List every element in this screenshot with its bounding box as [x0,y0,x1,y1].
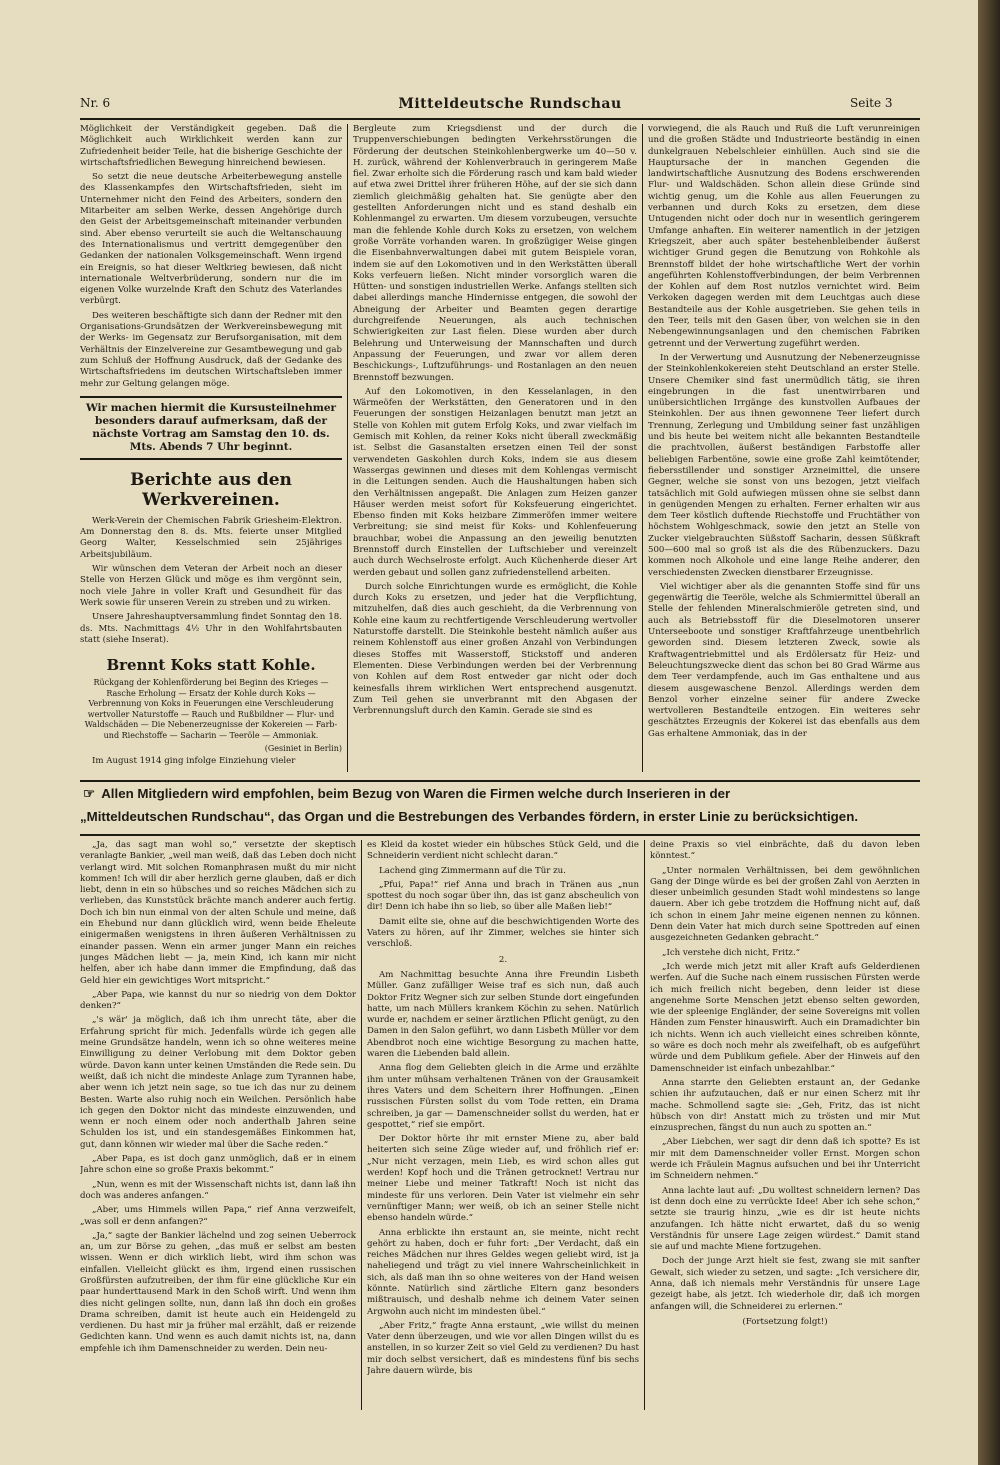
paragraph: Im August 1914 ging infolge Einziehung vieler [92,756,296,767]
paragraph: deine Praxis so viel einbrächte, daß du davon leben könntest.“ [650,840,920,862]
member-banner [80,780,920,836]
paragraph: „Ja, das sagt man wohl so,“ versetzte der skeptisch veranlagte Bankier, „weil man weiß, daß das Leben doch nicht verlangt wird. Mit solchen Romanphrasen mußt du mir nicht kommen! Ich will dir aber herzlich gerne glauben, daß er dich liebt, denn in ein so hübsches und so reiches Mädchen sich zu verlieben, das Kunststück brächte manch anderer auch fertig. Doch ich bin nun einmal von der alten Schule und meine, daß ein Ehebund nur dann glücklich wird, wenn beide Eheleute einigermaßen wenigstens in ihren äußeren Verhältnissen zu einander passen. Wenn ein armer junger Mann ein reiches junges Mädchen liebt — ja, mein Kind, ich kann mir nicht helfen, aber ich habe dann immer die Empfindung, daß das Geld hier ein gewichtiges Wort mitspricht.“ [80,840,356,986]
paragraph: Unsere Jahreshauptversammlung findet Sonntag den 18. ds. Mts. Nachmittags 4½ Uhr in den Wohlfahrtsbauten statt (siehe Inserat). [80,612,342,645]
paragraph: So setzt die neue deutsche Arbeiterbewegung anstelle des Klassenkampfes den Wirtschaftsfrieden, sieht im Unternehmer nicht den Feind des Arbeiters, sondern den Mitarbeiter am selben Werke, dessen Angehörige durch den Geist der Arbeitsgemeinschaft miteinander verbunden sind. Aber ebenso verurteilt sie auch die Weltanschauung des Internationalismus und vertritt demgegenüber den Gedanken der nationalen Volksgemeinschaft. Wenn irgend ein Ereignis, so hat dieser Weltkrieg bewiesen, daß nicht internationale Weltverbrüderung, sondern nur die im eigenen Volke wurzelnde Kraft den Schutz des Vaterlandes verbürgt. [80,172,342,307]
banner-line-2: „Mitteldeutschen Rundschau“, das Organ und die Bestrebungen des Verbandes fördern, in erster Linie zu berücksichtigen. [80,809,859,824]
paragraph: Werk-Verein der Chemischen Fabrik Griesheim-Elektron. Am Donnerstag den 8. ds. Mts. feierte unser Mitglied Georg Walter, Kesselschmied sein 25jähriges Arbeitsjubiläum. [80,515,342,560]
paragraph: „Ja,“ sagte der Bankier lächelnd und zog seinen Ueberrock an, um zur Börse zu gehen, „das muß er selbst am besten wissen. Wenn er dich wirklich liebt, wird ihm schon was einfallen. Vielleicht glückt es ihm, irgend einen russischen Großfürsten aufzutreiben, der ihm für eine glückliche Kur ein paar hunderttausend Mark in den Schoß wirft. Und wenn ihm dies nicht gelingen sollte, nun, dann laß ihn doch ein großes Drama schreiben, damit ist heute auch ein Heidengeld zu verdienen. Du hast mir ja früher mal erzählt, daß er reizende Gedichten kann. Und wenn es auch damit nichts ist, na, dann empfehle ich ihm Damenschneider zu werden. Dein neu- [80,1230,356,1354]
paragraph: Der Doktor hörte ihr mit ernster Miene zu, aber bald heiterten sich seine Züge wieder auf, und fröhlich rief er: „Nur nicht verzagen, mein Lieb, es wird schon alles gut werden! Kopf hoch und die Tränen getrocknet! Vertrau nur meiner Liebe und meiner Tatkraft! Noch ist nicht das mindeste für uns verloren. Dein Vater ist vielmehr ein sehr vernünftiger Mann; wer weiß, ob ich an seiner Stelle nicht ebenso handeln würde.“ [367,1134,639,1224]
book-binding-edge [978,0,1000,1465]
bottom-column-1 [80,840,356,1410]
paragraph: Damit eilte sie, ohne auf die beschwichtigenden Worte des Vaters zu hören, auf ihr Zimmer, welches sie hinter sich verschloß. [367,916,639,950]
page-number: Seite 3 [850,96,893,110]
top-column-3 [648,124,920,772]
paragraph: Möglichkeit der Verständigkeit gegeben. Daß die Möglichkeit auch Wirklichkeit werden kann zur Zufriedenheit beider Teile, hat die bisherige Geschichte der wirtschaftsfriedlichen Bewegung hinreichend bewiesen. [80,124,342,168]
paragraph: „Nun, wenn es mit der Wissenschaft nichts ist, dann laß ihn doch was anderes anfangen.“ [80,1179,356,1201]
paragraph: Durch solche Einrichtungen wurde es ermöglicht, die Kohle durch Koks zu ersetzen, und jeder hat die Verpflichtung, mitzuhelfen, daß dies auch geschieht, da die Verbrennung von Kohle eine kaum zu rechtfertigende Verschleuderung wertvoller Naturstoffe darstellt. Die Steinkohle besteht nämlich außer aus reinem Kohlenstoff aus einer großen Anzahl von Verbindungen dieses Stoffes mit Wasserstoff, Stickstoff und anderen Elementen. Diese Verbindungen werden bei der Verbrennung von Kohlen auf dem Rost entweder gar nicht oder doch keinesfalls ihrem wirklichen Wert entsprechend ausgenutzt. Zum Teil gehen sie unverbrannt mit den Abgasen der Verbrennungsluft durch den Kamin. Gerade sie sind es [353,581,637,717]
column-divider [642,124,643,772]
masthead-title: Mitteldeutsche Rundschau [398,96,622,112]
column-divider [361,840,362,1410]
chapter-number: 2. [498,954,508,965]
top-column-2 [353,124,637,772]
column-divider [644,840,645,1410]
paragraph: Des weiteren beschäftigte sich dann der Redner mit den Organisations-Grundsätzen der Werkvereinsbewegung mit der Werks- im Gegensatz zur Berufsorganisation, mit dem Verhältnis der Einzelvereine zur Gesamtbewegung und gab zum Schluß der Hoffnung Ausdruck, daß der Gedanke des Wirtschaftsfriedens im deutschen Wirtschaftsleben immer mehr zur Geltung gelangen möge. [80,310,342,389]
paragraph: Anna erblickte ihn erstaunt an, sie meinte, nicht recht gehört zu haben, doch er fuhr fort: „Der Verdacht, daß ein reiches Mädchen nur ihres Geldes wegen geliebt wird, ist ja naheliegend und trägt zu viel innere Wahrscheinlichkeit in sich, als daß man ihn so ohne weiteres von der Hand weisen könnte. Natürlich sind zärtliche Eltern ganz besonders mißtrauisch, und deshalb nehme ich deinem Vater seinen Argwohn auch nicht im mindesten übel.“ [367,1227,639,1317]
paragraph: Doch der junge Arzt hielt sie fest, zwang sie mit sanfter Gewalt, sich wieder zu setzen, und sagte: „Ich versichere dir, Anna, daß ich niemals mehr Verständnis für unsere Lage gezeigt habe, als jetzt. Ich wiederhole dir, daß ich morgen anfangen will, die Schneiderei zu erlernen.“ [650,1256,920,1312]
paragraph: Am Nachmittag besuchte Anna ihre Freundin Lisbeth Müller. Ganz zufälliger Weise traf es sich nun, daß auch Doktor Fritz Wegner sich zur selben Stunde dort eingefunden hatte, um nach Müllers krankem Köchin zu sehen. Natürlich wurde er, nachdem er seiner ärztlichen Pflicht genügt, zu den Damen in den Salon geführt, wo dann Lisbeth Müller vor dem Abendbrot noch eine wichtige Besorgung zu machen hatte, waren die Liebenden bald allein. [367,969,639,1060]
paragraph: „Aber Papa, es ist doch ganz unmöglich, daß er in einem Jahre schon eine so große Praxis bekommt.“ [80,1154,356,1176]
article-subheading: Rückgang der Kohlenförderung bei Beginn des Krieges — Rasche Erholung — Ersatz der Kohle durch Koks — Verbrennung von Koks in Feuerungen eine Verschleuderung wertvoller Naturstoffe — Rauch und Rußbildner — Flur- und Waldschäden — Die Nebenerzeugnisse der Kokereien — Farb- und Riechstoffe — Sacharin — Teeröle — Ammoniak. [84,678,338,740]
paragraph: Bergleute zum Kriegsdienst und der durch die Truppenverschiebungen bedingten Verkehrsstörungen die Förderung der deutschen Steinkohlenbergwerke um 40—50 v. H. zurück, während der Kohlenverbrauch in geringerem Maße fiel. Zwar erholte sich die Förderung rasch und kam bald wieder auf etwa zwei Drittel ihrer früheren Höhe, auf der sie sich dann ziemlich gleichmäßig gehalten hat. Sie genügte aber den gestellten Anforderungen nicht und es stand deshalb ein Kohlenmangel zu erwarten. Um diesem vorzubeugen, versuchte man die fehlende Kohle durch Koks zu ersetzen, von welchem große Vorräte vorhanden waren. In großzügiger Weise gingen die Eisenbahnverwaltungen dabei mit gutem Beispiele voran, indem sie auf den Lokomotiven und in den Werkstätten überall Koks verfeuern ließen. Nicht minder vorsorglich waren die Hütten- und sonstigen industriellen Werke. Anfangs stellten sich dabei allerdings manche Hindernisse entgegen, die sowohl der Abneigung der Arbeiter und Beamten gegen derartige durchgreifende Neuerungen, als auch technischen Schwierigkeiten zur Last fielen. Diese wurden aber durch Belehrung und Unterweisung der Mannschaften und durch Anpassung der Feuerungen, und zwar vor allem deren Beschickungs-, Luftzuführungs- und Rostanlagen an den neuen Brennstoff bezwungen. [353,124,637,383]
paragraph: Anna starrte den Geliebten erstaunt an, der Gedanke schien ihr aufzutauchen, daß er nur einen Scherz mit ihr mache. Schmollend sagte sie: „Geh, Fritz, das ist nicht hübsch von dir! Anstatt mich zu trösten und mir Mut einzusprechen, fängst du nun auch zu spotten an.“ [650,1077,920,1134]
pointing-hand-icon: ☞ [83,786,95,801]
course-notice: Wir machen hiermit die Kursusteilnehmer besonders darauf aufmerksam, daß der nächste Vortrag am Samstag den 10. ds. Mts. Abends 7 Uhr beginnt. [80,396,342,460]
paragraph: „Aber, ums Himmels willen Papa,“ rief Anna verzweifelt, „was soll er denn anfangen?“ [80,1205,356,1227]
paragraph: Anna flog dem Geliebten gleich in die Arme und erzählte ihm unter mühsam verhaltenen Tränen von der Grausamkeit ihres Vaters und dem Scheitern ihrer Hoffnungen. „Einen russischen Fürsten sollst du vom Tode retten, ein Drama schreiben, ja gar — Damenschneider sollst du werden, hat er gespottet,“ rief sie empört. [367,1063,639,1130]
paragraph: „Ich werde mich jetzt mit aller Kraft aufs Gelderdienen werfen. Auf die Suche nach einem russischen Fürsten werde ich mich freilich nicht begeben, denn leider ist diese angenehme Sorte Menschen jetzt ebenso selten geworden, wie der spleenige Engländer, der seine Sovereigns mit vollen Händen zum Fenster hinauswirft. Auch ein Dramadichter bin ich nichts. Wenn ich auch vielleicht eines schreiben könnte, so wäre es doch noch mehr als zweifelhaft, ob es aufgeführt würde und dem Publikum gefiele. Aber der Hinweis auf den Damenschneider ist einfach unbezahlbar.“ [650,961,920,1074]
paragraph: „Pfui, Papa!“ rief Anna und brach in Tränen aus „nun spottest du noch sogar über ihn, das ist ganz abscheulich von dir! Denn ich habe ihn so lieb, so über alle Maßen lieb!“ [367,879,639,913]
paragraph: Viel wichtiger aber als die genannten Stoffe sind für uns gegenwärtig die Teeröle, welche als Schmiermittel überall an Stelle der fehlenden Mineralschmieröle getreten sind, und auch als Betriebsstoff für die Dieselmotoren unserer Unterseeboote und sonstiger Kraftfahrzeuge unentbehrlich geworden sind. Diesem letzteren Zweck, sowie als Kraftwagentriebmittel und als Erdölersatz für Heiz- und Beleuchtungszwecke dient das schon bei 80 Grad Wärme aus dem Teer verdampfende, auch im Gas enthaltene und aus diesem ausgewaschene Benzol. Allerdings werden dem Benzol vorher einzelne seiner für andere Zwecke wertvolleren Bestandteile entzogen. Ein weiteres sehr geschätztes Erzeugnis der Kokerei ist das ebenfalls aus dem Gas erhaltene Ammoniak, das in der [648,581,920,739]
column-divider [347,124,348,772]
bottom-column-3 [650,840,920,1410]
paragraph: „Ich verstehe dich nicht, Fritz.“ [662,947,801,958]
paragraph: „Aber Liebchen, wer sagt dir denn daß ich spotte? Es ist mir mit dem Damenschneider voller Ernst. Morgen schon werde ich Fräulein Magnus aufsuchen und bei ihr Unterricht im Schneidern nehmen.“ [650,1137,920,1182]
bottom-column-2 [367,840,639,1410]
paragraph: vorwiegend, die als Rauch und Ruß die Luft verunreinigen und die großen Städte und Industrieorte beständig in einen dunkelgrauen Nebelschleier einhüllen. Auch sind sie die Hauptursache der in manchen Gegenden die landwirtschaftliche Ausnutzung des Bodens erschwerenden Flur- und Waldschäden. Schon allein diese Gründe sind wichtig genug, um die Kohle aus allen Feuerungen zu verbannen und durch Koks zu ersetzen, dem diese Untugenden nicht oder doch nur in wesentlich geringerem Umfange anhaften. Ein weiterer namentlich in der jetzigen Kriegszeit, aber auch später bestehenbleibender äußerst wichtiger Grund gegen die Benutzung von Rohkohle als Brennstoff bildet der hohe wirtschaftliche Wert der vorhin angeführten Kohlenstoffverbindungen, der beim Verbrennen der Kohlen auf dem Rost nutzlos vernichtet wird. Beim Verkoken dagegen werden mit dem Leuchtgas auch diese Bestandteile aus der Kohle ausgetrieben. Sie gehen teils in den Teer, teils mit den Gasen über, von welchen sie in den Nebengewinnungsanlagen und den chemischen Fabriken getrennt und der Verwertung zugeführt werden. [648,124,920,349]
section-heading-werkvereine: Berichte aus den Werkvereinen. [130,469,292,510]
header-rule [80,118,920,120]
article-credit: (Gesiniet in Berlin) [264,744,342,754]
banner-text-1: Allen Mitgliedern wird empfohlen, beim Bezug von Waren die Firmen welche durch Inserieren in der [101,786,731,801]
paragraph: In der Verwertung und Ausnutzung der Nebenerzeugnisse der Steinkohlenkokereien steht Deutschland an erster Stelle. Unsere Chemiker sind fast unermüdlich tätig, sie ihren eingebrungen in die fast unentwirrbaren und unübersichtlichen Irrgänge des kunstvollen Aufbaues der Steinkohlen. Der aus ihnen gewonnene Teer liefert durch Trennung, Zerlegung und Umbildung seiner fast unzähligen und bis heute bei weitem nicht alle bekannten Bestandteile die prachtvollen, äußerst beständigen Farbstoffe aller beliebigen Farbentöne, sowie eine große Zahl keimtötender, fiebersstillender und sonstiger Arzneimittel, die unsere Gegner, welche sie sonst von uns bezogen, jetzt vielfach tatsächlich mit Gold aufwiegen müssen ohne sie selbst dann in genügenden Mengen zu erhalten. Ferner erhalten wir aus dem Teer köstlich duftende Riechstoffe und Fruchtäther von höchstem Wohlgeschmack, sowie den jetzt an Stelle von Zucker vielgebrauchten Süßstoff Sacharin, dessen Süßkraft 500—600 mal so groß ist als die des Rübenzuckers. Dazu kommen noch Alkohole und eine lange Reihe anderer, den verschiedensten Zwecken dienstbarer Erzeugnisse. [648,352,920,578]
paragraph: „'s wär' ja möglich, daß ich ihm unrecht täte, aber die Erfahrung spricht für mich. Jedenfalls würde ich gegen alle meine Grundsätze handeln, wenn ich so ohne weiteres meine Einwilligung zu deiner Verlobung mit dem Doktor geben würde. Davon kann unter keinen Umständen die Rede sein. Du weißt, daß ich nicht die mindeste Anlage zum Tyrannen habe, aber wenn ich jetzt nein sage, so tue ich das nur zu deinem Besten. Warte also ruhig noch ein Weilchen. Persönlich habe ich gegen den Doktor nicht das mindeste einzuwenden, und wenn er noch einem oder noch anderthalb Jahren seine Schulden los ist, und ein standesgemäßes Einkommen hat, gut, dann können wir wieder mal über die Sache reden.“ [80,1015,356,1150]
paragraph: „Unter normalen Verhältnissen, bei dem gewöhnlichen Gang der Dinge würde es bei der großen Zahl von Aerzten in dieser unbeimlich gesunden Stadt wohl mindestens so lange dauern. Aber ich gebe trotzdem die Hoffnung nicht auf, daß ich schon in einem Jahr meine eigenen nennen zu können. Denn dein Vater hat mich durch seine Spottreden auf einen ausgezeichneten Gedanken gebracht.“ [650,865,920,944]
paragraph: Auf den Lokomotiven, in den Kesselanlagen, in den Wärmeöfen der Werkstätten, den Generatoren und in den Feuerungen der sonstigen Heizanlagen benutzt man jetzt an Stelle von Kohlen mit gutem Erfolg Koks, und zwar vielfach im Gemisch mit Kohlen, da reiner Koks nicht überall zweckmäßig ist. Selbst die Gasanstalten ersetzen einen Teil der sonst verwendeten Gaskohlen durch Koks, indem sie aus diesem Wassergas gewinnen und dieses mit dem Kohlengas vermischt in die Leitungen senden. Auch die Haushaltungen haben sich den Verhältnissen angepaßt. Die Anlagen zum Heizen ganzer Häuser werden meist sofort für Koksfeuerung eingerichtet. Ebenso finden mit Koks heizbare Zimmeröfen immer weitere Verbreitung; sie sind meist für Koks- und Kohlenfeuerung brauchbar, wobei die Anpassung an den jeweilig benutzten Brennstoff durch Einstellen der Luftschieber und vereinzelt auch durch Wechselroste erfolgt. Auch Küchenherde dieser Art werden gebaut und sollen ganz zufriedenstellend arbeiten. [353,386,637,578]
banner-line-1 [80,782,920,805]
top-column-1 [80,124,342,772]
paragraph: es Kleid da kostet wieder ein hübsches Stück Geld, und die Schneiderin verdient nicht schlecht daran.“ [367,840,639,862]
continuation-note: (Fortsetzung folgt!) [742,1316,828,1327]
paragraph: „Aber Papa, wie kannst du nur so niedrig von dem Doktor denken?“ [80,989,356,1012]
paragraph: Wir wünschen dem Veteran der Arbeit noch an dieser Stelle von Herzen Glück und möge es ihm vergönnt sein, noch viele Jahre in voller Kraft und Gesundheit für das Werk sowie für unseren Verein zu streben und zu wirken. [80,564,342,608]
article-heading-koks: Brennt Koks statt Kohle. [106,656,316,675]
paragraph: Lachend ging Zimmermann auf die Tür zu. [379,865,566,876]
issue-number: Nr. 6 [80,96,111,110]
paragraph: „Aber Fritz,“ fragte Anna erstaunt, „wie willst du meinen Vater denn überzeugen, und wie vor allen Dingen willst du es anstellen, in so kurzer Zeit so viel Geld zu verdienen? Du hast mir doch selbst versichert, daß es mindestens fünf bis sechs Jahre dauern würde, bis [367,1320,639,1377]
paragraph: Anna lachte laut auf: „Du wolltest schneidern lernen? Das ist denn doch eine zu verrückte Idee! Aber ich sehe schon,“ setzte sie traurig hinzu, „wie es dir ist heute nichts anzufangen. Ich hätte nicht erwartet, daß du so wenig Verständnis für unsere Lage zeigen würdest.“ Damit stand sie auf und machte Miene fortzugehen. [650,1185,920,1253]
